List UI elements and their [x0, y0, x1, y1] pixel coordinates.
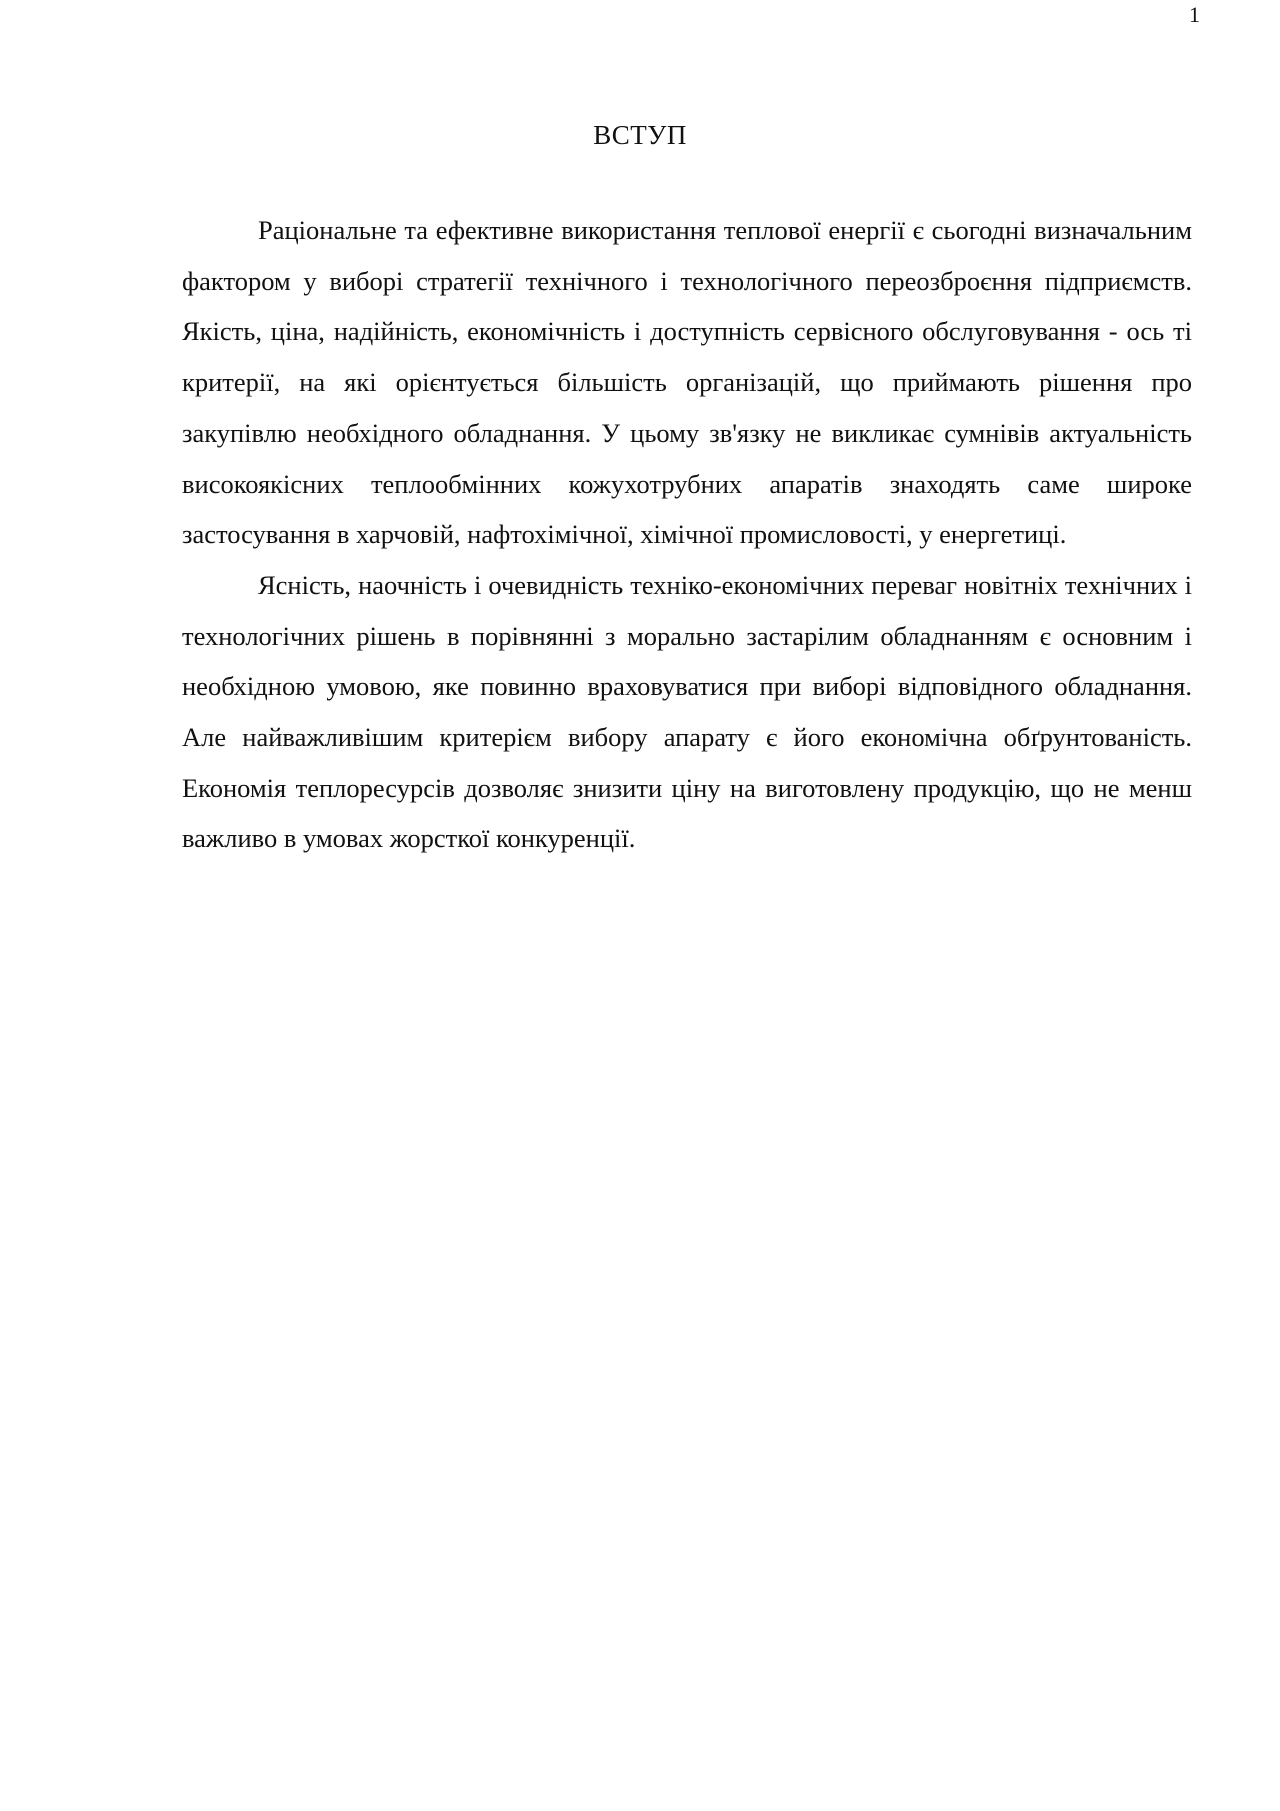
paragraph-1: Раціональне та ефективне використання теплової енергії є сьогодні визначальним фактором у виборі стратегії технічного і технологічного переозброєння підприємств. Якість, ціна, надійність, економічність і доступність сервісного обслуговування - ось ті критерії, на які орієнтується більшість організацій, що приймають рішення про закупівлю необхідного обладнання. У цьому зв'язку не викликає сумнівів актуальність високоякісних теплообмінних кожухотрубних апаратів знаходять саме широке застосування в харчовій, нафтохімічної, хімічної промисловості, у енергетиці.: [182, 215, 1192, 550]
paragraph-2: Ясність, наочність і очевидність техніко-економічних переваг новітніх технічних і технологічних рішень в порівнянні з морально застарілим обладнанням є основним і необхідною умовою, яке повинно враховуватися при виборі відповідного обладнання. Але найважливішим критерієм вибору апарату є його економічна обґрунтованість. Економія теплоресурсів дозволяє знизити ціну на виготовлену продукцію, що не менш важливо в умовах жорсткої конкуренції.: [182, 569, 1192, 854]
section-heading: ВСТУП: [593, 120, 687, 150]
page-number: 1: [1189, 2, 1200, 27]
body-text: [182, 205, 1192, 864]
